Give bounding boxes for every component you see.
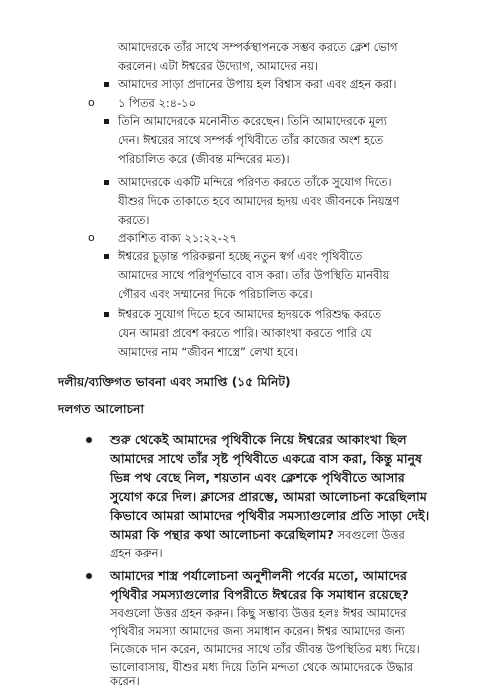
q1-line-7: গ্রহন করুন। [110, 546, 163, 560]
q1-line-3: ভিন্ন পথ বেছে নিল, শয়তান এবং ক্লেশকে পৃথিবীতে আসার [110, 470, 405, 485]
temple-line-1: আমাদেরকে একটি মন্দিরে পরিণত করতে তাঁকে সুযোগ দিতে। [118, 175, 392, 189]
plan-line-2: আমাদের সাথে পরিপূর্ণভাবে বাস করা। তাঁর উপস্থিতি মানবীয় [118, 268, 390, 282]
q1-line-4: সুযোগ করে দিল। ক্লাসের প্রারম্ভে, আমরা আলোচনা করেছিলাম [110, 489, 427, 504]
opportunity-line-2: যেন আমরা প্রবেশ করতে পারি। আকাংখা করতে পারি যে [118, 326, 372, 340]
scripture-ref-1: ১ পিতর ২:৪-১০ [118, 96, 196, 110]
scripture-ref-2: প্রকাশিত বাক্য ২১:২২-২৭ [118, 231, 237, 245]
square-bullet-icon [104, 82, 109, 87]
q2-line-4: পৃথিবীর সমস্যা আমাদের জন্য সমাধান করেন। ঈশ্বর আমাদের জন্য [110, 624, 405, 638]
square-bullet-icon [104, 312, 109, 317]
square-bullet-icon [104, 180, 109, 185]
plan-line-3: গৌরব এবং সম্মানের দিকে পরিচালিত করে। [118, 287, 313, 301]
chosen-line-3: পরিচালিত করে (জীবন্ত মন্দিরের মত)। [118, 152, 290, 166]
plan-line-1: ঈশ্বরের চূড়ান্ত পরিকল্পনা হচ্ছে নতুন স্বর্গ এবং পৃথিবীতে [118, 249, 363, 263]
circle-bullet-icon: o [88, 96, 95, 109]
q1-line-6 [110, 525, 405, 545]
q1-question: আমরা কি পন্থার কথা আলোচনা করেছিলাম? [110, 527, 334, 542]
q2-line-6: ভালোবাসায়, যীশুর মধ্য দিয়ে তিনি মন্দতা থেকে আমাদেরকে উদ্ধার [110, 660, 414, 674]
square-bullet-icon [104, 254, 109, 259]
intro-line-2: করলেন। এটা ঈশ্বরের উদ্যোগ, আমাদের নয়। [118, 59, 318, 73]
point-believe: আমাদের সাড়া প্রদানের উপায় হল বিশ্বাস করা এবং গ্রহন করা। [118, 77, 397, 91]
q2-line-5: নিজেকে দান করেন, আমাদের সাথে তাঁর জীবন্ত উপস্থিতির মধ্য দিয়ে। [110, 642, 420, 656]
square-bullet-icon [104, 119, 109, 124]
q1-line-2: আমাদের সাথে তাঁর সৃষ্ট পৃথিবীতে একত্রে বাস করা, কিন্তু মানুষ [110, 451, 422, 466]
chosen-line-2: দেন। ঈশ্বরের সাথে সম্পর্ক পৃথিবীতে তাঁর কাজের অংশ হতে [118, 133, 384, 147]
chosen-line-1: তিনি আমাদেরকে মনোনীত করেছেন। তিনি আমাদেরকে মূল্য [118, 114, 387, 128]
opportunity-line-1: ঈশ্বরকে সুযোগ দিতে হবে আমাদের হৃদয়কে পরিশুদ্ধ করতে [118, 307, 382, 321]
q2-line-1: আমাদের শাস্ত্র পর্যালোচনা অনুশীলনী পর্বের মতো, আমাদের [110, 568, 407, 583]
opportunity-line-3: আমাদের নাম “জীবন শাস্ত্রে” লেখা হবে। [118, 345, 298, 359]
section-heading: দলীয়/ব্যক্তিগত ভাবনা এবং সমাপ্তি (১৫ মিনিট) [58, 375, 291, 389]
intro-line-1: আমাদেরকে তাঁর সাথে সম্পর্কস্থাপনকে সম্ভব করতে ক্লেশ ভোগ [118, 40, 398, 54]
q1-line-5: কিভাবে আমরা আমাদের পৃথিবীর সমস্যাগুলোর প্রতি সাড়া দেই। [110, 508, 430, 523]
group-discussion-heading: দলগত আলোচনা [58, 402, 144, 416]
round-bullet-icon [86, 573, 92, 579]
q2-line-3: সবগুলো উত্তর গ্রহন করুন। কিছু সম্ভাব্য উত্তর হলঃ ঈশ্বর আমাদের [110, 606, 407, 620]
round-bullet-icon [86, 437, 92, 443]
circle-bullet-icon: o [88, 231, 95, 244]
q1-line-1: শুরু থেকেই আমাদের পৃথিবীকে নিয়ে ঈশ্বরের আকাংখা ছিল [110, 432, 407, 447]
q2-line-2: পৃথিবীর সমস্যাগুলোর বিপরীতে ঈশ্বরের কি সমাধান রয়েছে? [110, 587, 409, 602]
temple-line-3: করতে। [118, 213, 150, 227]
q2-line-7: করেন। [110, 674, 140, 688]
q1-instruction: সবগুলো উত্তর [333, 528, 405, 542]
temple-line-2: যীশুর দিকে তাকাতে হবে আমাদের হৃদয় এবং জীবনকে নিয়ন্ত্রণ [118, 194, 400, 208]
